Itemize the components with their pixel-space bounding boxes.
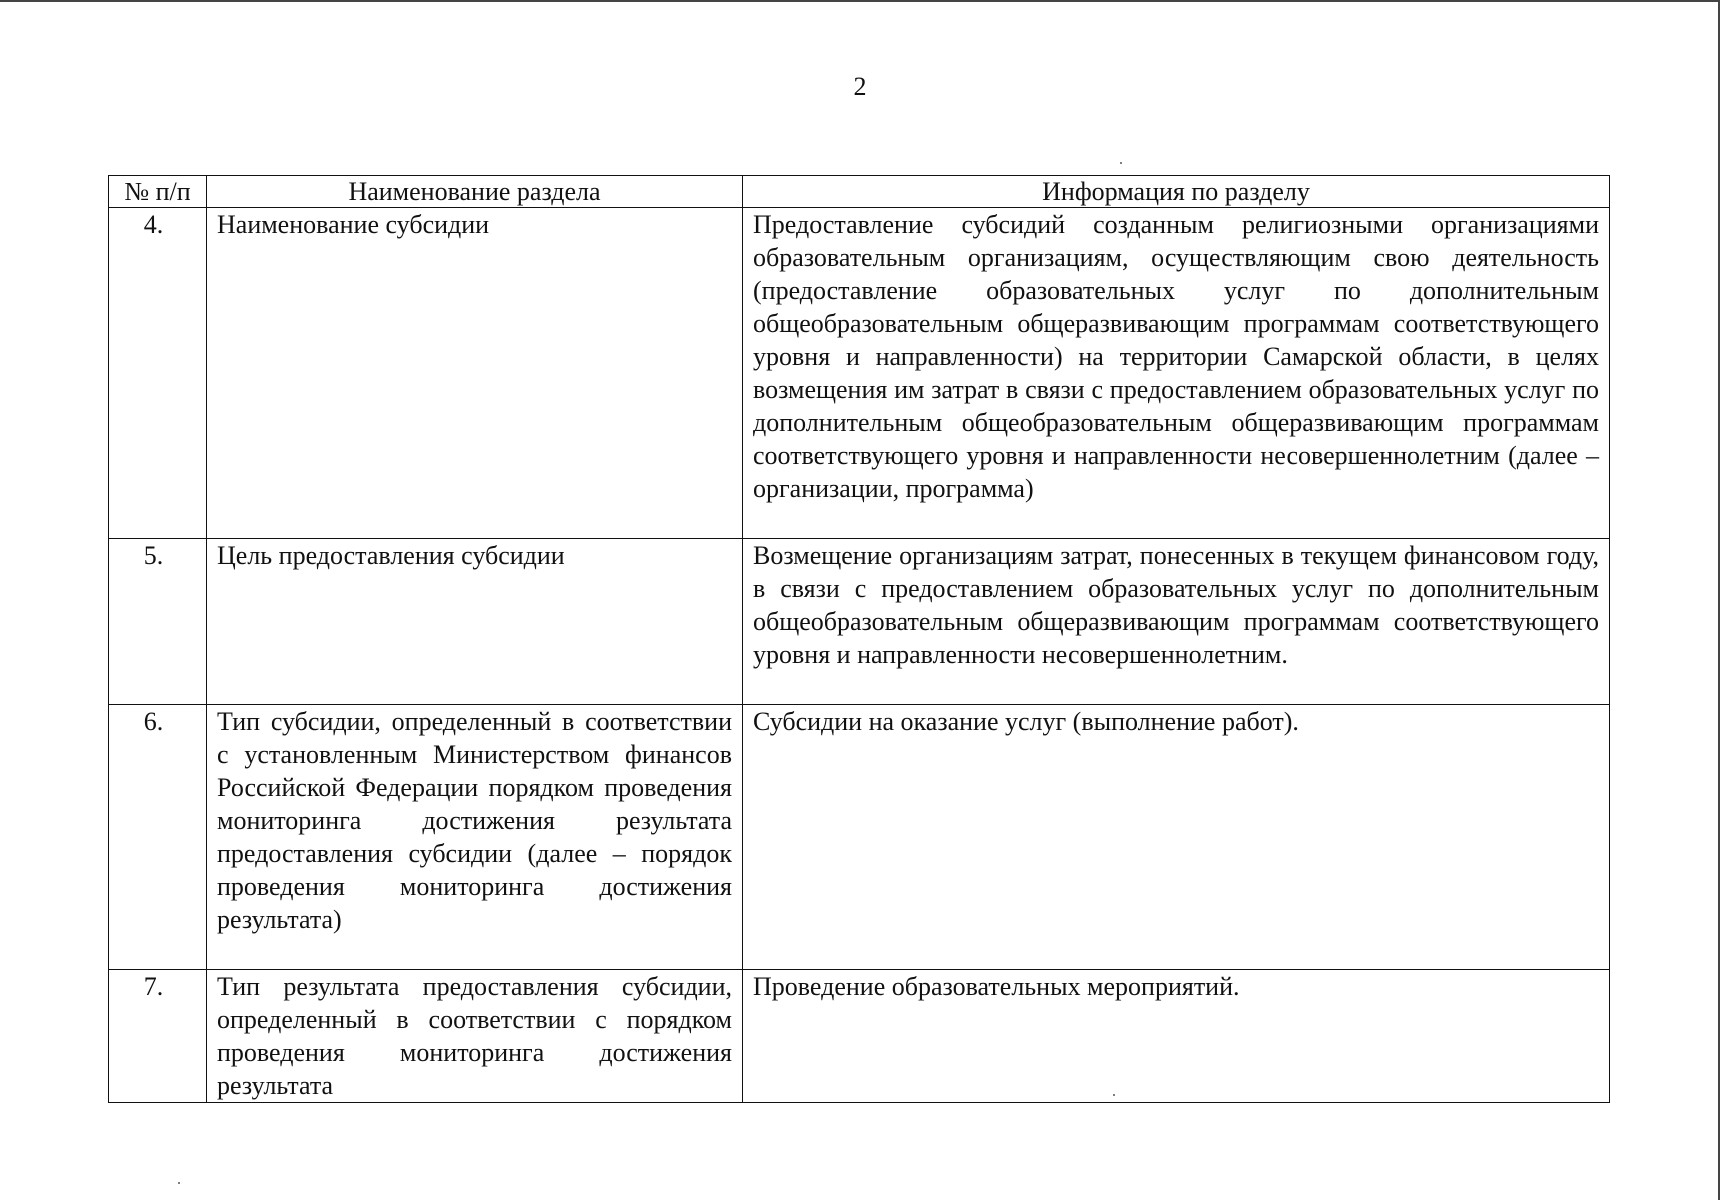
section-name [207,970,743,1103]
page-edge-top [0,0,1720,2]
section-name-text: Наименование субсидии [217,210,490,239]
section-info [743,705,1610,970]
table-header-row [109,176,1610,208]
info-table [108,175,1610,1103]
section-name [207,539,743,705]
section-info [743,970,1610,1103]
row-number: 4. [109,208,207,539]
row-number: 5. [109,539,207,705]
section-name-text: Цель предоставления субсидии [217,541,565,570]
header-section-name: Наименование раздела [207,176,743,208]
table-row [109,705,1610,970]
section-name-text: Тип субсидии, определенный в соответствии с установленным Министерством финансов Российской Федерации порядком проведения мониторинга достижения результата предоставления субсидии (далее – порядок проведения мониторинга достижения результата) [217,707,732,934]
scan-speck [178,1182,180,1184]
scan-speck [1113,1094,1115,1096]
scan-speck [1120,162,1122,164]
section-info-text: Субсидии на оказание услуг (выполнение работ). [753,707,1299,736]
section-info-text: Проведение образовательных мероприятий. [753,972,1240,1001]
table-row [109,970,1610,1103]
section-info-text: Предоставление субсидий созданным религиозными организациями образовательным организациям, осуществляющим свою деятельность (предоставление образовательных услуг по дополнительным общеобразовательным общеразвивающим программам соответствующего уровня и направленности) на территории Самарской области, в целях возмещения им затрат в связи с предоставлением образовательных услуг по дополнительным общеобразовательным общеразвивающим программам соответствующего уровня и направленности несовершеннолетним (далее – организации, программа) [753,210,1599,503]
table-row [109,539,1610,705]
section-name [207,705,743,970]
row-number: 6. [109,705,207,970]
section-info [743,208,1610,539]
header-section-info: Информация по разделу [743,176,1610,208]
section-info-text: Возмещение организациям затрат, понесенных в текущем финансовом году, в связи с предоставлением образовательных услуг по дополнительным общеобразовательным общеразвивающим программам соответствующего уровня и направленности несовершеннолетним. [753,541,1599,669]
section-name [207,208,743,539]
table-row [109,208,1610,539]
page-number: 2 [853,72,867,101]
section-name-text: Тип результата предоставления субсидии, определенный в соответствии с порядком проведения мониторинга достижения результата [217,972,732,1100]
header-num: № п/п [109,176,207,208]
row-number: 7. [109,970,207,1103]
section-info [743,539,1610,705]
